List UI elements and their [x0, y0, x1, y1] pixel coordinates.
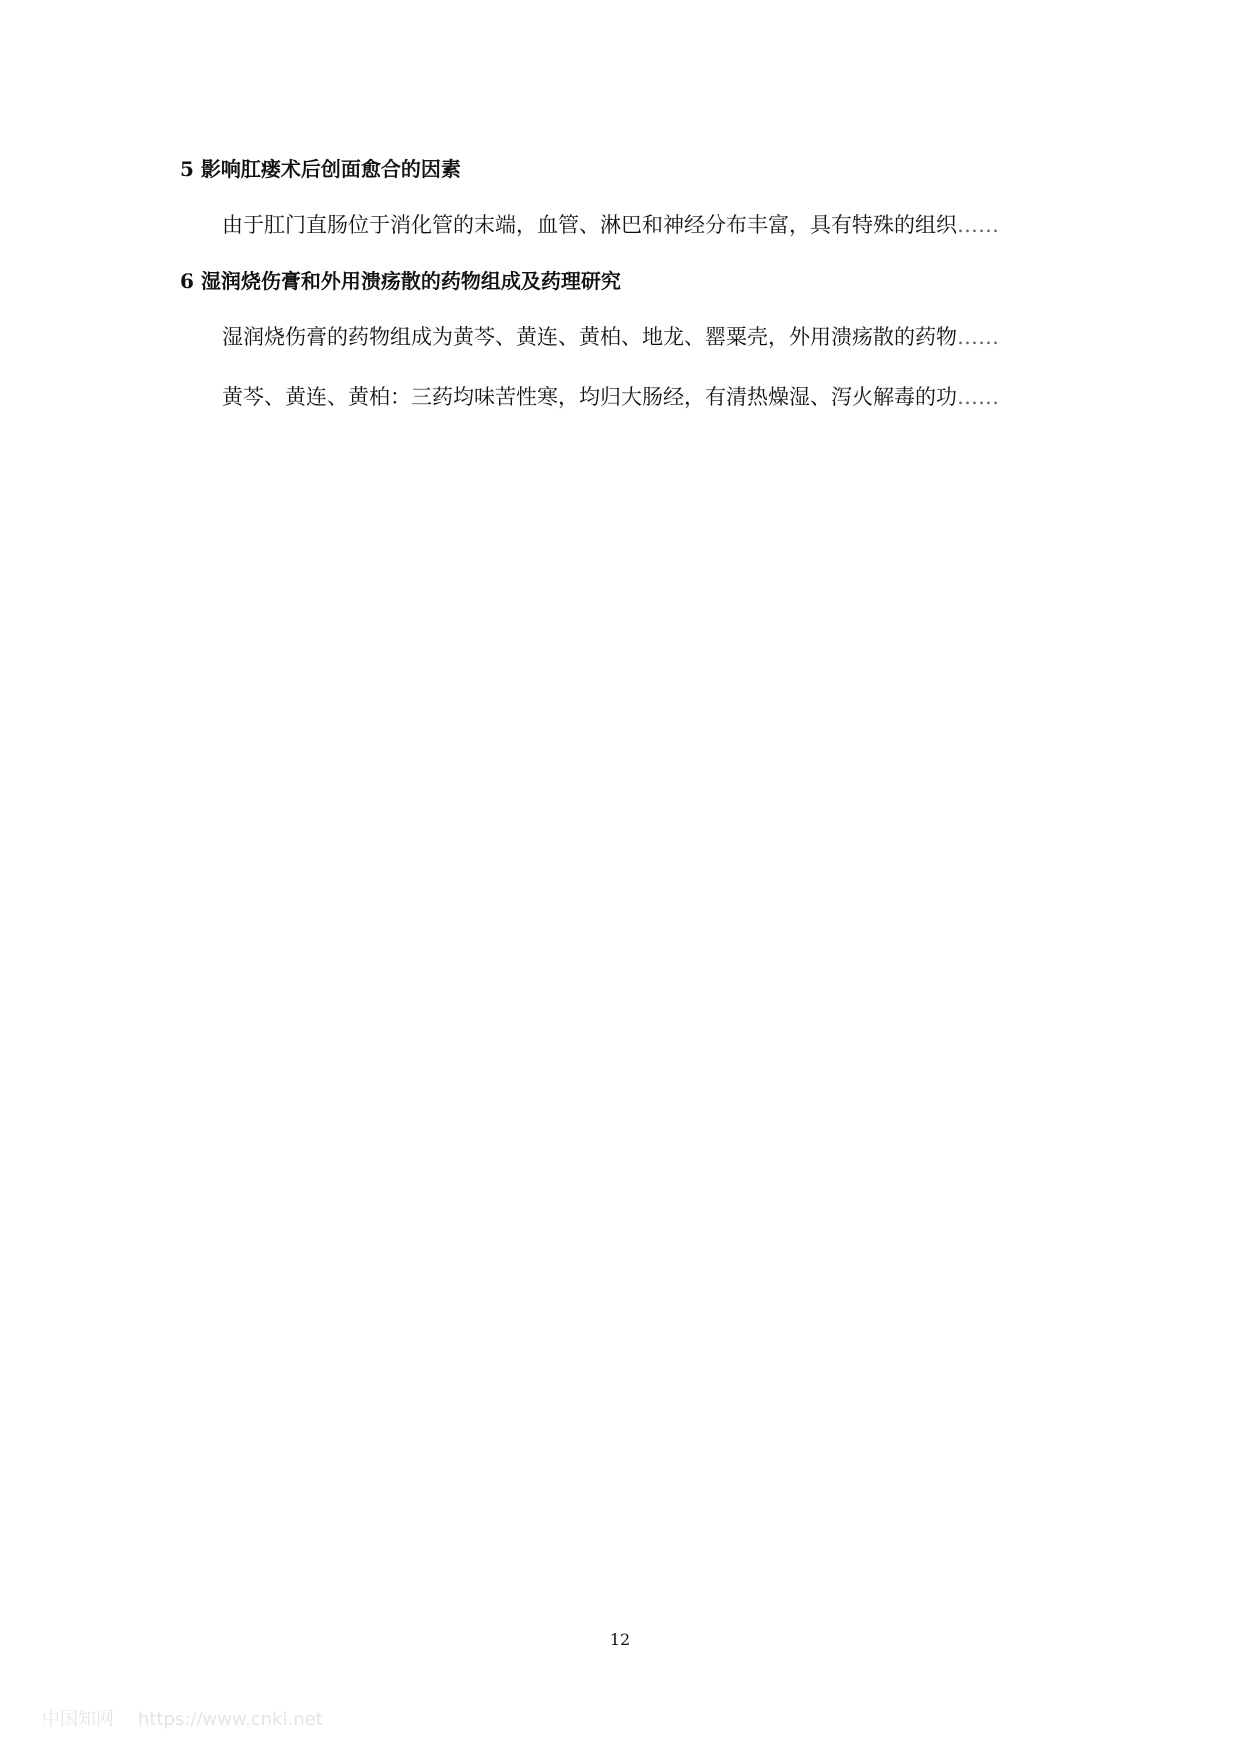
- cnki-watermark: [42, 1705, 323, 1731]
- continuation-marker: ……: [957, 385, 999, 410]
- section-5-paragraph-1: [180, 202, 1110, 248]
- watermark-site-name: 中国知网: [42, 1709, 114, 1730]
- continuation-marker: ……: [957, 213, 999, 237]
- page-number: 12: [609, 1630, 631, 1649]
- continuation-marker: ……: [957, 325, 999, 350]
- section-heading-6: 6 湿润烧伤膏和外用溃疡散的药物组成及药理研究: [180, 269, 621, 294]
- paragraph-text: 由于肛门直肠位于消化管的末端，血管、淋巴和神经分布丰富，具有特殊的组织: [222, 213, 957, 237]
- document-page: [180, 150, 1110, 435]
- paragraph-text: 黄芩、黄连、黄柏：三药均味苦性寒，均归大肠经，有清热燥湿、泻火解毒的功: [222, 385, 957, 410]
- section-6-paragraph-2: [180, 374, 1110, 420]
- section-heading-5: 5 影响肛瘘术后创面愈合的因素: [180, 157, 461, 181]
- paragraph-text: 湿润烧伤膏的药物组成为黄芩、黄连、黄柏、地龙、罂粟壳，外用溃疡散的药物: [222, 325, 957, 350]
- section-6-paragraph-1: [180, 314, 1110, 360]
- watermark-url: https://www.cnki.net: [138, 1709, 323, 1730]
